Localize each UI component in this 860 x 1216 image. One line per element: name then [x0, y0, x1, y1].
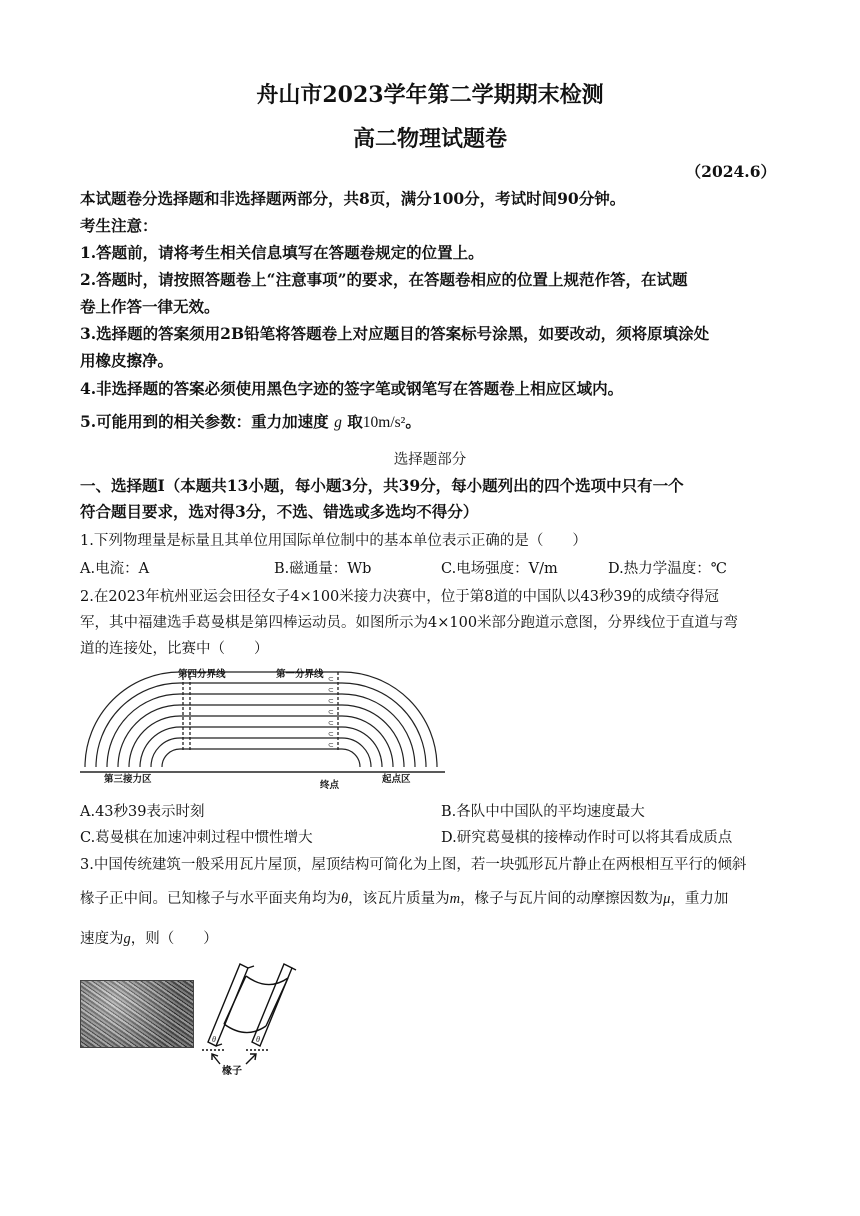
q3-line3-a: 速度为 [80, 931, 124, 947]
q3-line2-d: ，重力加 [670, 891, 729, 907]
q2-option-b: B.各队中中国队的平均速度最大 [441, 804, 645, 820]
notice-item-1: 1.答题前，请将考生相关信息填写在答题卷规定的位置上。 [80, 243, 484, 262]
q3-line2 [80, 887, 728, 908]
q2-line2: 军，其中福建选手葛曼棋是第四棒运动员。如图所示为4×100米部分跑道示意图，分界线位于直道与弯 [80, 615, 739, 631]
q2-line3: 道的连接处，比赛中（ ） [80, 641, 269, 657]
label-first-boundary: 第一分界线 [276, 669, 324, 680]
theta-symbol: θ [341, 891, 349, 907]
q3-line2-c: ，椽子与瓦片间的动摩擦因数为 [460, 891, 664, 907]
svg-text:⊂: ⊂ [328, 675, 334, 683]
roof-tile-photo [80, 980, 194, 1048]
q1-stem: 1.下列物理量是标量且其单位用国际单位制中的基本单位表示正确的是（ ） [80, 533, 587, 549]
q3-line2-b: ，该瓦片质量为 [348, 891, 450, 907]
q1-option-a: A.电流：A [80, 561, 150, 577]
svg-text:⊂: ⊂ [328, 708, 334, 716]
exam-subtitle: 高二物理试题卷 [352, 126, 507, 152]
notice-item-5 [80, 410, 421, 432]
q3-line1: 3.中国传统建筑一般采用瓦片屋顶，屋顶结构可简化为上图，若一块弧形瓦片静止在两根相互平行的倾斜 [80, 857, 747, 873]
exam-date: （2024.6） [685, 162, 776, 181]
track-diagram [80, 664, 450, 794]
theta-label-left: θ [212, 1035, 216, 1044]
q1-option-c: C.电场强度：V/m [441, 561, 558, 577]
svg-text:⊂: ⊂ [328, 719, 334, 727]
svg-text:⊂: ⊂ [328, 730, 334, 738]
g-symbol: g [123, 931, 131, 947]
section-title: 选择题部分 [393, 452, 467, 468]
gravity-symbol: g [334, 414, 342, 431]
notice-item-5-prefix: 5.可能用到的相关参数：重力加速度 [80, 412, 329, 431]
mu-symbol: μ [663, 891, 671, 907]
q1-option-d: D.热力学温度：℃ [608, 561, 727, 577]
notice-item-5-mid: 取 [347, 412, 363, 431]
rafter-diagram [198, 958, 298, 1078]
q2-option-a: A.43秒39表示时刻 [80, 804, 205, 820]
notice-heading: 考生注意： [80, 216, 158, 235]
notice-item-5-end: 。 [405, 412, 421, 431]
label-start-zone: 起点区 [382, 774, 411, 785]
q2-option-d: D.研究葛曼棋的接棒动作时可以将其看成质点 [441, 830, 733, 846]
gravity-value: 10m/s² [362, 414, 406, 431]
notice-item-3-line1: 3.选择题的答案须用2B铅笔将答题卷上对应题目的答案标号涂黑，如要改动，须将原填涂处 [80, 324, 710, 343]
q3-line3 [80, 927, 218, 948]
notice-item-3-line2: 用橡皮擦净。 [80, 351, 174, 370]
q3-line2-a: 椽子正中间。已知椽子与水平面夹角均为 [80, 891, 341, 907]
q2-option-c: C.葛曼棋在加速冲刺过程中惯性增大 [80, 830, 313, 846]
q1-option-b: B.磁通量：Wb [274, 561, 372, 577]
theta-label-right: θ [256, 1035, 260, 1044]
label-third-relay-zone: 第三接力区 [104, 774, 152, 785]
section-heading-line2: 符合题目要求，选对得3分，不选、错选或多选均不得分） [80, 502, 479, 521]
q3-line3-b: ，则（ ） [130, 931, 218, 947]
notice-item-2-line2: 卷上作答一律无效。 [80, 297, 220, 316]
mass-symbol: m [449, 891, 461, 907]
section-heading-line1: 一、选择题Ⅰ（本题共13小题，每小题3分，共39分，每小题列出的四个选项中只有一个 [80, 476, 684, 495]
svg-text:⊂: ⊂ [328, 686, 334, 694]
exam-title: 舟山市2023学年第二学期期末检测 [256, 82, 604, 108]
notice-item-2-line1: 2.答题时，请按照答题卷上“注意事项”的要求，在答题卷相应的位置上规范作答，在试题 [80, 270, 688, 289]
notice-item-4: 4.非选择题的答案必须使用黑色字迹的签字笔或钢笔写在答题卷上相应区域内。 [80, 379, 624, 398]
q2-line1: 2.在2023年杭州亚运会田径女子4×100米接力决赛中，位于第8道的中国队以43秒39的成绩夺得冠 [80, 589, 719, 605]
exam-intro: 本试题卷分选择题和非选择题两部分，共8页，满分100分，考试时间90分钟。 [80, 189, 626, 208]
label-fourth-boundary: 第四分界线 [178, 669, 226, 680]
svg-text:⊂: ⊂ [328, 697, 334, 705]
label-rafter: 椽子 [222, 1066, 242, 1077]
svg-text:⊂: ⊂ [328, 741, 334, 749]
label-finish: 终点 [320, 780, 340, 791]
